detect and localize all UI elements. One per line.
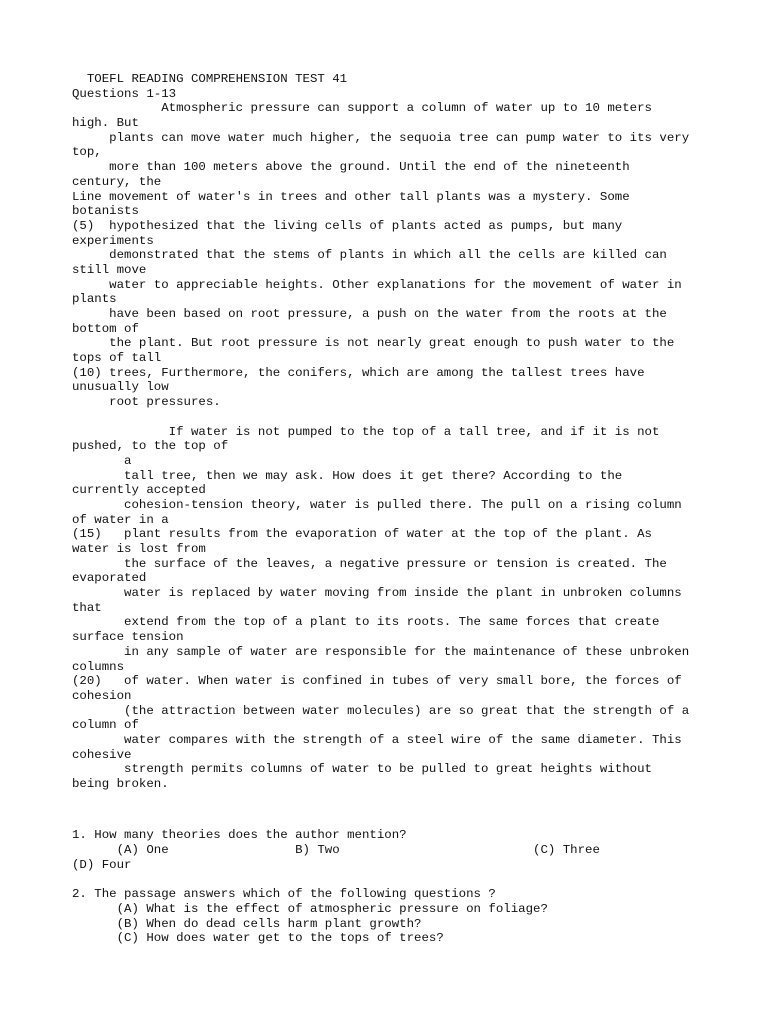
passage-paragraph-2 — [72, 425, 762, 792]
passage-line: plants — [72, 292, 117, 307]
paragraph-gap — [72, 410, 762, 425]
passage-line: botanists — [72, 204, 139, 219]
passage-line: the plant. But root pressure is not nearly great enough to push water to the — [72, 336, 675, 351]
passage-line: top, — [72, 145, 102, 160]
passage-line: water compares with the strength of a steel wire of the same diameter. This — [72, 732, 682, 747]
passage-line: tall tree, then we may ask. How does it get there? According to the — [72, 468, 623, 483]
question-2 — [72, 887, 762, 946]
passage-line: in any sample of water are responsible for the maintenance of these unbroken — [72, 644, 690, 659]
passage-line: column of — [72, 718, 139, 733]
passage-line: that — [72, 600, 102, 615]
passage-paragraph-1 — [72, 101, 762, 409]
passage-line: (the attraction between water molecules) are so great that the strength of a — [72, 703, 690, 718]
passage-line: have been based on root pressure, a push on the water from the roots at the — [72, 307, 667, 321]
passage-line: water to appreciable heights. Other explanations for the movement of water in — [72, 277, 682, 292]
question-1 — [72, 828, 762, 872]
passage-line: cohesion-tension theory, water is pulled there. The pull on a rising column — [72, 497, 682, 512]
passage-line: strength permits columns of water to be pulled to great heights without — [72, 762, 652, 777]
passage-line: (15) plant results from the evaporation of water at the top of the plant. As — [72, 527, 652, 542]
passage-line: more than 100 meters above the ground. Until the end of the nineteenth — [72, 160, 630, 175]
section-gap — [72, 814, 762, 829]
question-stem: 2. The passage answers which of the following questions ? — [72, 887, 496, 902]
passage-line: water is replaced by water moving from inside the plant in unbroken columns — [72, 586, 682, 601]
question-option-a: (A) What is the effect of atmospheric pressure on foliage? — [72, 901, 548, 916]
passage-line: cohesive — [72, 747, 132, 762]
question-options: (A) One B) Two (C) Three — [72, 843, 600, 858]
passage-line: experiments — [72, 233, 154, 248]
passage-line: (10) trees, Furthermore, the conifers, which are among the tallest trees have — [72, 365, 645, 380]
passage-line: of water in a — [72, 512, 169, 527]
passage-line: columns — [72, 659, 125, 674]
passage-line: unusually low — [72, 380, 169, 395]
questions-range: Questions 1-13 — [72, 86, 177, 101]
passage-line: (5) hypothesized that the living cells of plants acted as pumps, but many — [72, 218, 623, 233]
passage-line: demonstrated that the stems of plants in which all the cells are killed can — [72, 248, 667, 263]
passage-line: root pressures. — [72, 395, 221, 410]
question-option-c: (C) How does water get to the tops of trees? — [72, 931, 444, 946]
passage-line: extend from the top of a plant to its roots. The same forces that create — [72, 615, 660, 630]
question-option-b: (B) When do dead cells harm plant growth? — [72, 916, 422, 931]
question-gap — [72, 872, 762, 887]
passage-line: plants can move water much higher, the sequoia tree can pump water to its very — [72, 130, 690, 145]
passage-line: Line movement of water's in trees and other tall plants was a mystery. Some — [72, 189, 630, 204]
passage-line: surface tension — [72, 630, 184, 645]
section-gap — [72, 792, 762, 814]
passage-line: century, the — [72, 174, 162, 189]
document-page — [72, 72, 762, 946]
passage-line: pushed, to the top of — [72, 439, 229, 454]
question-option-d: (D) Four — [72, 857, 132, 872]
passage-line: If water is not pumped to the top of a tall tree, and if it is not — [72, 424, 660, 439]
passage-line: being broken. — [72, 777, 169, 791]
passage-line: tops of tall — [72, 351, 162, 366]
question-stem: 1. How many theories does the author mention? — [72, 828, 407, 843]
passage-line: the surface of the leaves, a negative pressure or tension is created. The — [72, 556, 667, 571]
document-title: TOEFL READING COMPREHENSION TEST 41 — [72, 72, 348, 86]
passage-line: (20) of water. When water is confined in tubes of very small bore, the forces of — [72, 674, 682, 689]
passage-line: Atmospheric pressure can support a column of water up to 10 meters — [72, 101, 652, 116]
passage-line: still move — [72, 262, 147, 277]
passage-line: bottom of — [72, 321, 139, 336]
passage-line: high. But — [72, 116, 139, 131]
passage-line: evaporated — [72, 571, 147, 586]
passage-line: a — [72, 453, 132, 468]
passage-line: water is lost from — [72, 542, 206, 556]
passage-line: currently accepted — [72, 483, 206, 498]
passage-line: cohesion — [72, 688, 132, 703]
